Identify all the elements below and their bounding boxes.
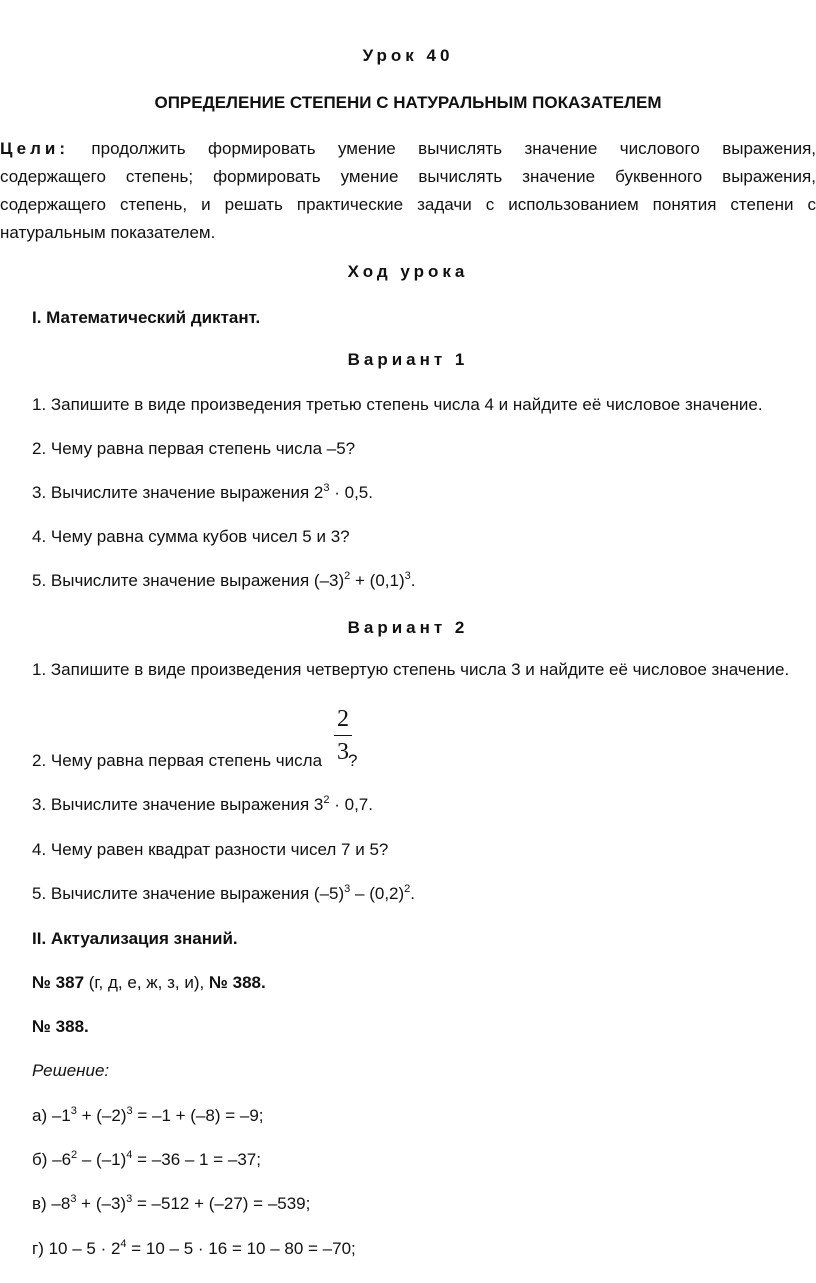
solution-d: г) $10 - 5 \cdot 2^4 = 10 - 5 \cdot 16 = 10 - 80 = -70$; [32,1238,356,1258]
variant-2-question-2: 2. Чему равна первая степень числа ? [32,751,358,770]
section-1-title: I. Математический диктант. [32,308,261,327]
task-388-heading: № 388. [32,1017,89,1036]
tasks-line: № 387 (г, д, е, ж, з, и), № 388. [32,973,266,992]
solution-label: Решение: [32,1061,110,1080]
solution-b: б) $-6^2 - (-1)^4 = -36 - 1 = -37$; [32,1149,261,1169]
variant-1-title: Вариант 1 [347,350,469,369]
variant-2-question-5: 5. Вычислите значение выражения $(-5)^3 - (0,2)^2$. [32,883,416,903]
goals-line-2: содержащего степень; формировать умение вычислять значение буквенного выражения, [0,167,816,186]
fraction-numerator: 2 [337,706,349,732]
goals-line-4: натуральным показателем. [0,223,216,242]
variant-1-question-4: 4. Чему равна сумма кубов чисел 5 и 3? [32,527,350,546]
variant-2-question-4: 4. Чему равен квадрат разности чисел 7 и 5? [32,840,389,859]
solution-a: а) $-1^3 + (-2)^3 = -1 + (-8) = -9$; [32,1105,264,1125]
lesson-goals [0,135,816,247]
variant-2-title: Вариант 2 [347,618,469,637]
variant-2-question-1: 1. Запишите в виде произведения четвертую степень числа 3 и найдите её числовое значение. [32,660,790,679]
goals-line-1: Цели: продолжить формировать умение вычислять значение числового выражения, [0,139,816,158]
fraction-two-thirds [334,705,352,766]
goals-line-3: содержащего степень, и решать практические задачи с использованием понятия степени с [0,195,816,214]
task-388-ref: № 388. [208,973,266,992]
variant-1-question-1: 1. Запишите в виде произведения третью степень числа 4 и найдите её числовое значение. [32,395,763,414]
lesson-topic: ОПРЕДЕЛЕНИЕ СТЕПЕНИ С НАТУРАЛЬНЫМ ПОКАЗАТЕЛЕМ [154,93,662,112]
fraction-bar [334,735,352,736]
task-387: № 387 [32,973,85,992]
variant-2-question-3: 3. Вычислите значение выражения $3^2 \cdot 0,7$. [32,794,373,814]
lesson-title: Урок 40 [362,46,454,65]
variant-1-question-3: 3. Вычислите значение выражения $2^3 \cdot 0,5$. [32,482,373,502]
variant-1-question-2: 2. Чему равна первая степень числа –5? [32,439,356,458]
section-2-title: II. Актуализация знаний. [32,929,238,948]
fraction-denominator: 3 [337,739,349,765]
solution-c: в) $-8^3 + (-3)^3 = -512 + (-27) = -539$; [32,1193,311,1213]
variant-1-question-5: 5. Вычислите значение выражения $(-3)^2 + (0,1)^3$. [32,570,416,590]
course-heading: Ход урока [347,262,469,281]
goals-label: Цели: [0,139,69,158]
